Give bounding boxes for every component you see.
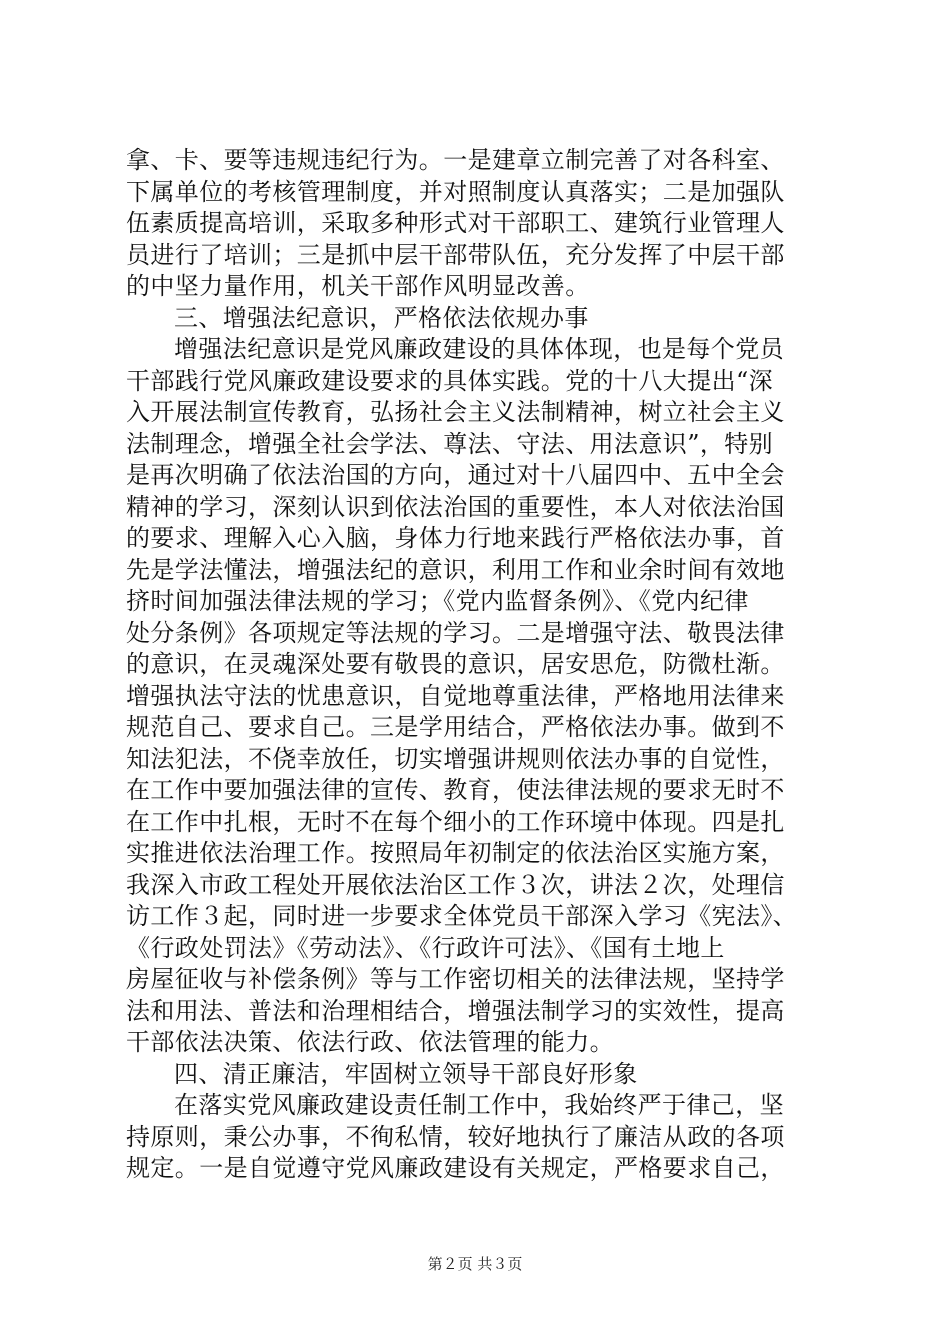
document-body [126, 145, 826, 1185]
text-line: 三、增强法纪意识，严格依法依规办事 [174, 303, 589, 332]
text-line: 四、清正廉洁，牢固树立领导干部良好形象 [174, 1059, 638, 1088]
text-line: 法制理念，增强全社会学法、尊法、守法、用法意识”，特别 [126, 429, 774, 458]
text-line: 先是学法懂法，增强法纪的意识，利用工作和业余时间有效地 [126, 555, 785, 584]
text-line: 员进行了培训；三是抓中层干部带队伍，充分发挥了中层干部 [126, 240, 785, 269]
text-line: 下属单位的考核管理制度，并对照制度认真落实；二是加强队 [126, 177, 785, 206]
text-line: 伍素质提高培训，采取多种形式对干部职工、建筑行业管理人 [126, 209, 785, 237]
page-footer: 第２页 共３页 [427, 1255, 523, 1273]
text-line: 挤时间加强法律法规的学习；《党内监督条例》、《党内纪律 [126, 587, 749, 615]
text-line: 法和用法、普法和治理相结合，增强法制学习的实效性，提高 [126, 996, 785, 1025]
text-line: 是再次明确了依法治国的方向，通过对十八届四中、五中全会 [126, 461, 785, 489]
text-line: 干部依法决策、依法行政、依法管理的能力。 [126, 1028, 614, 1056]
text-line: 访工作３起，同时进一步要求全体党员干部深入学习《宪法》、 [126, 902, 798, 930]
text-line: 在工作中要加强法律的宣传、教育，使法律法规的要求无时不 [126, 776, 785, 804]
text-line: 实推进依法治理工作。按照局年初制定的依法治区实施方案， [126, 839, 785, 867]
text-line: 持原则，秉公办事，不徇私情，较好地执行了廉洁从政的各项 [126, 1122, 785, 1151]
text-line: 处分条例》各项规定等法规的学习。二是增强守法、敬畏法律 [126, 618, 785, 647]
text-line: 《行政处罚法》《劳动法》、《行政许可法》、《国有土地上 [126, 933, 725, 962]
text-line: 规范自己、要求自己。三是学用结合，严格依法办事。做到不 [126, 713, 785, 741]
text-line: 精神的学习，深刻认识到依法治国的重要性，本人对依法治国 [126, 492, 785, 521]
text-line: 规定。一是自觉遵守党风廉政建设有关规定，严格要求自己， [126, 1154, 785, 1182]
text-line: 增强法纪意识是党风廉政建设的具体体现，也是每个党员 [174, 335, 784, 363]
text-line: 的中坚力量作用，机关干部作风明显改善。 [126, 272, 590, 300]
text-line: 的意识，在灵魂深处要有敬畏的意识，居安思危，防微杜渐。 [126, 650, 785, 678]
text-line: 我深入市政工程处开展依法治区工作３次，讲法２次，处理信 [126, 870, 785, 899]
text-line: 的要求、理解入心入脑，身体力行地来践行严格依法办事，首 [126, 524, 785, 552]
text-line: 增强执法守法的忧患意识，自觉地尊重法律，严格地用法律来 [126, 681, 785, 710]
text-line: 拿、卡、要等违规违纪行为。一是建章立制完善了对各科室、 [126, 146, 785, 174]
text-line: 知法犯法，不侥幸放任，切实增强讲规则依法办事的自觉性， [126, 744, 785, 773]
text-line: 在落实党风廉政建设责任制工作中，我始终严于律己，坚 [174, 1091, 784, 1119]
text-line: 入开展法制宣传教育，弘扬社会主义法制精神，树立社会主义 [126, 398, 785, 426]
text-line: 房屋征收与补偿条例》等与工作密切相关的法律法规，坚持学 [126, 965, 785, 993]
text-line: 在工作中扎根，无时不在每个细小的工作环境中体现。四是扎 [126, 807, 785, 836]
text-line: 干部践行党风廉政建设要求的具体实践。党的十八大提出“深 [126, 366, 774, 395]
